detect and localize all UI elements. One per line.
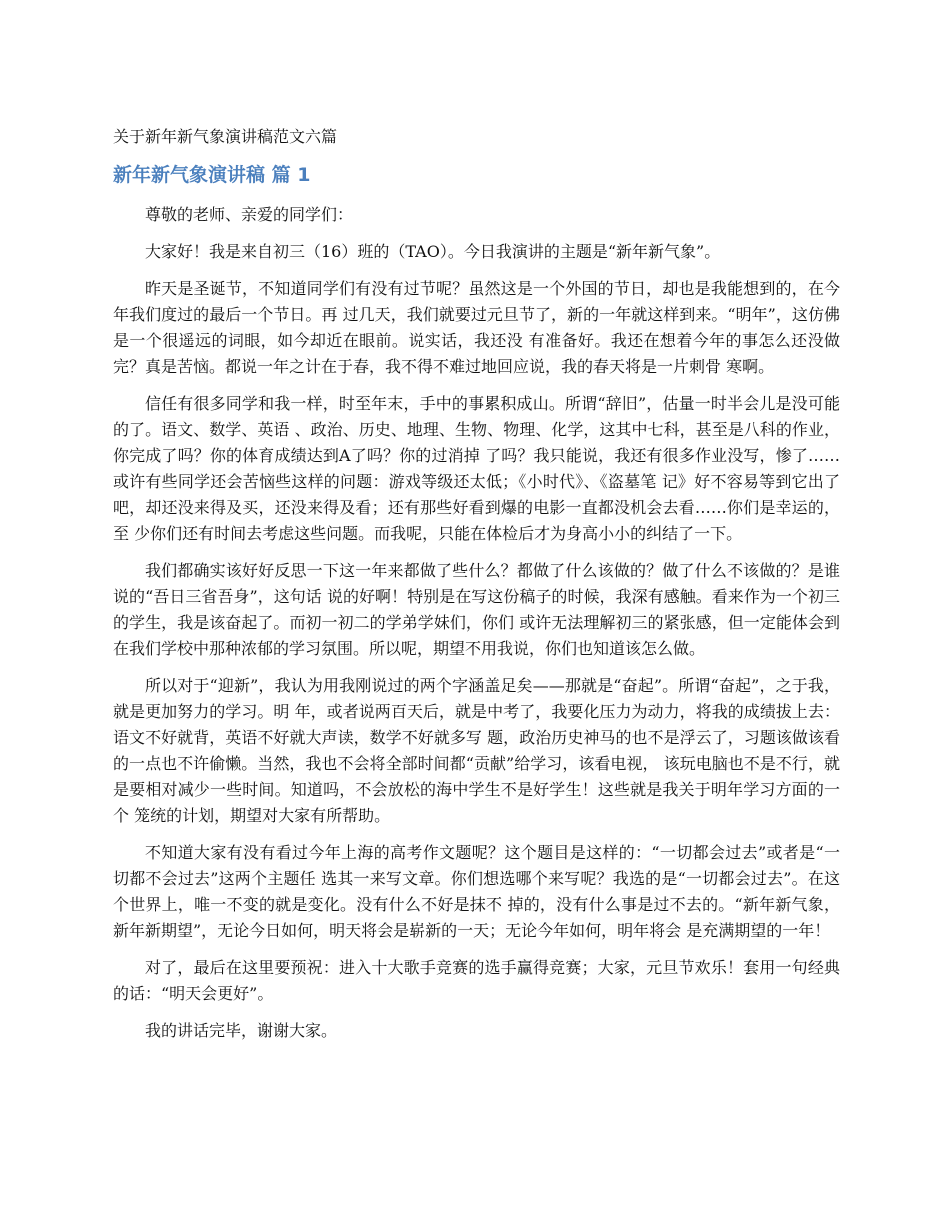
- paragraph: 不知道大家有没有看过今年上海的高考作文题呢？这个题目是这样的：“一切都会过去”或者是“一切都不会过去”这两个主题任 选其一来写文章。你们想选哪个来写呢？我选的是“一切都会过去”。在这个世界上，唯一不变的就是变化。没有什么不好是抹不 掉的，没有什么事是过不去的。“新年新气象，新年新期望”，无论今日如何，明天将会是崭新的一天；无论今年如何，明年将会 是充满期望的一年！: [113, 843, 840, 940]
- document-title: 关于新年新气象演讲稿范文六篇: [113, 127, 338, 146]
- paragraph-salutation: 尊敬的老师、亲爱的同学们：: [145, 205, 354, 224]
- section-heading: 新年新气象演讲稿 篇 1: [113, 164, 311, 186]
- document-page: [113, 124, 840, 1055]
- paragraph: 昨天是圣诞节，不知道同学们有没有过节呢？虽然这是一个外国的节日，却也是我能想到的，在今年我们度过的最后一个节日。再 过几天，我们就要过元旦节了，新的一年就这样到来。“明年”，这仿佛是一个很遥远的词眼，如今却近在眼前。说实话，我还没 有准备好。我还在想着今年的事怎么还没做完？真是苦恼。都说一年之计在于春，我不得不难过地回应说，我的春天将是一片刺骨 寒啊。: [113, 279, 840, 376]
- paragraph-greeting: 大家好！我是来自初三（16）班的（TAO）。今日我演讲的主题是“新年新气象”。: [145, 242, 721, 261]
- paragraph: 信任有很多同学和我一样，时至年末，手中的事累积成山。所谓“辞旧”，估量一时半会儿是没可能的了。语文、数学、英语 、政治、历史、地理、生物、物理、化学，这其中七科，甚至是八科的作业，你完成了吗？你的体育成绩达到A了吗？你的过消掉 了吗？我只能说，我还有很多作业没写，惨了……或许有些同学还会苦恼些这样的问题：游戏等级还太低；《小时代》、《盗墓笔 记》好不容易等到它出了吧，却还没来得及买，还没来得及看；还有那些好看到爆的电影一直都没机会去看……你们是幸运的，至 少你们还有时间去考虑这些问题。而我呢，只能在体检后才为身高小小的纠结了一下。: [113, 394, 840, 543]
- paragraph-closing: 我的讲话完毕，谢谢大家。: [145, 1021, 338, 1040]
- paragraph: 所以对于“迎新”，我认为用我刚说过的两个字涵盖足矣——那就是“奋起”。所谓“奋起”，之于我，就是更加努力的学习。明 年，或者说两百天后，就是中考了，我要化压力为动力，将我的成绩拔上去：语文不好就背，英语不好就大声读，数学不好就多写 题，政治历史神马的也不是浮云了，习题该做该看的一点也不许偷懒。当然，我也不会将全部时间都“贡献”给学习，该看电视， 该玩电脑也不是不行，就是要相对减少一些时间。知道吗，不会放松的海中学生不是好学生！这些就是我关于明年学习方面的一个 笼统的计划，期望对大家有所帮助。: [113, 676, 840, 825]
- paragraph: 我们都确实该好好反思一下这一年来都做了些什么？都做了什么该做的？做了什么不该做的？是谁说的“吾日三省吾身”，这句话 说的好啊！特别是在写这份稿子的时候，我深有感触。看来作为一个初三的学生，我是该奋起了。而初一初二的学弟学妹们，你们 或许无法理解初三的紧张感，但一定能体会到在我们学校中那种浓郁的学习氛围。所以呢，期望不用我说，你们也知道该怎么做。: [113, 561, 840, 658]
- paragraph: 对了，最后在这里要预祝：进入十大歌手竞赛的选手赢得竞赛；大家，元旦节欢乐！套用一句经典的话：“明天会更好”。: [113, 958, 840, 1003]
